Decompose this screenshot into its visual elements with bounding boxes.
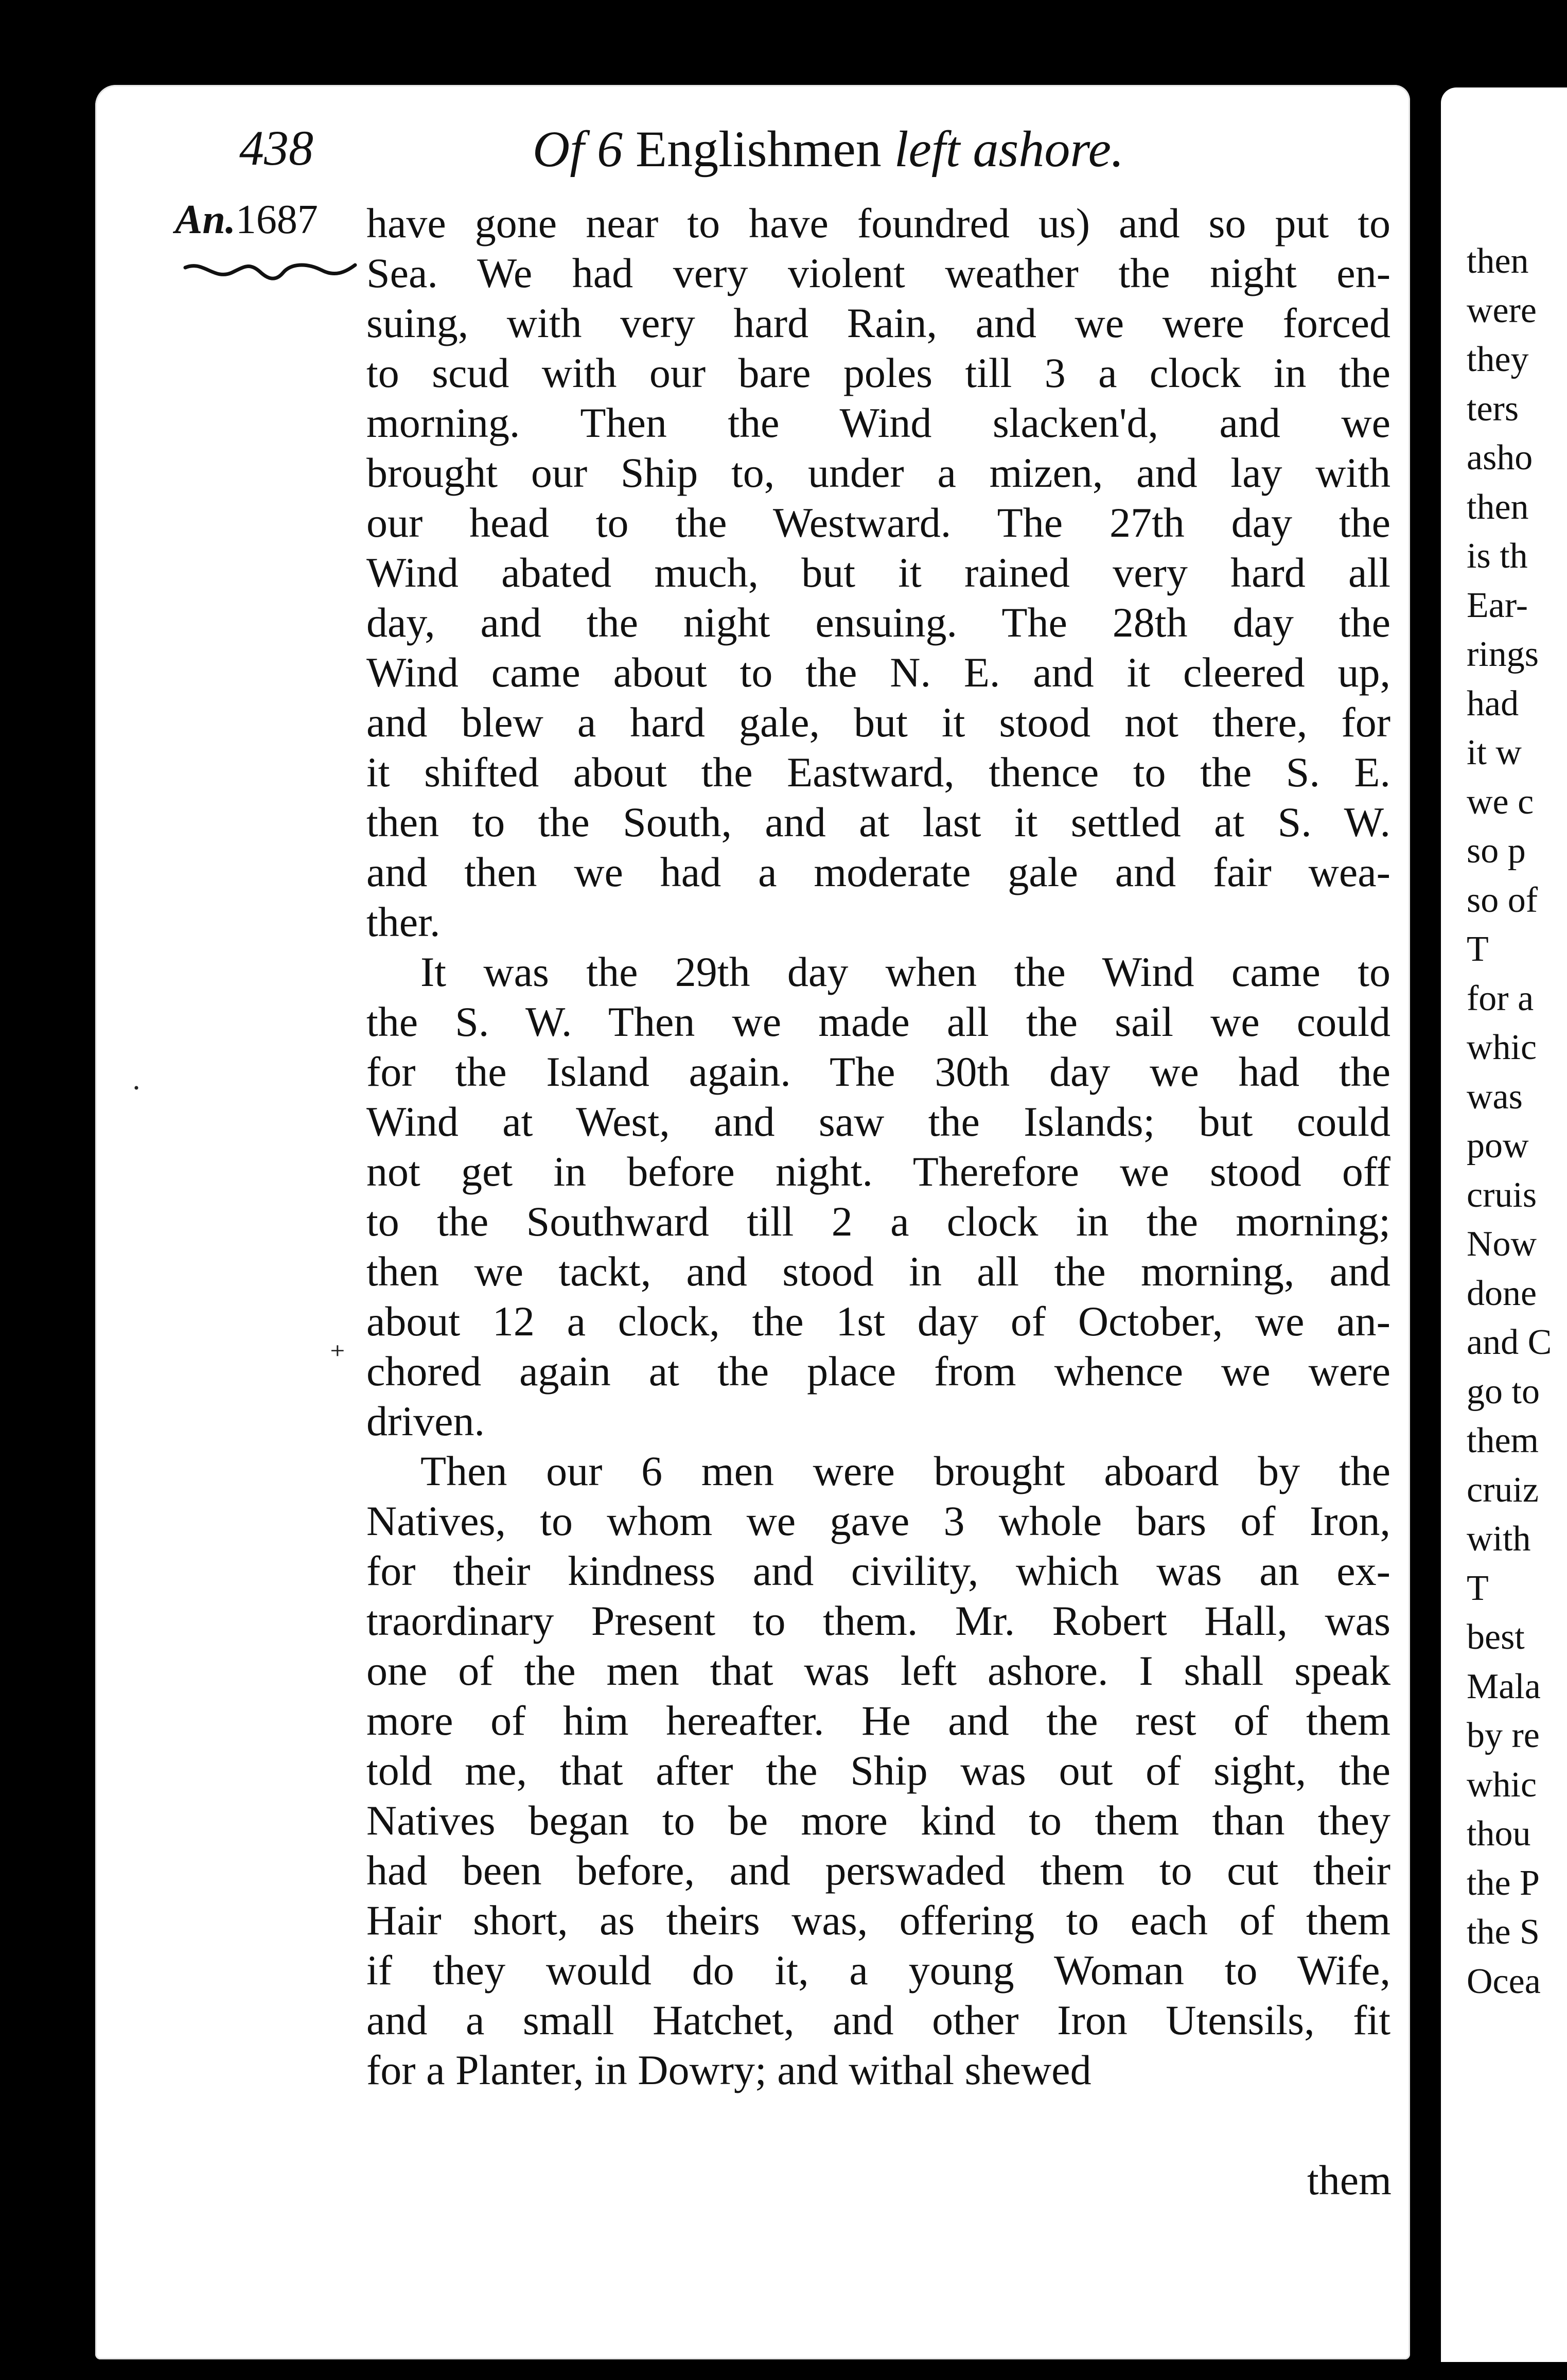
text-line: ther. <box>366 898 441 945</box>
facing-page-fragment: whic <box>1467 1765 1537 1805</box>
margin-speck: ⁺ <box>329 1339 346 1373</box>
facing-page-fragment: for a <box>1467 978 1534 1018</box>
facing-page-fragment: whic <box>1467 1028 1537 1067</box>
paragraph <box>366 947 1390 1446</box>
running-head-suffix: left ashore. <box>894 120 1124 178</box>
text-line: suing, with very hard Rain, and we were forced <box>366 299 1390 346</box>
facing-page-fragment: pow <box>1467 1126 1529 1166</box>
text-line: told me, that after the Ship was out of sight, the <box>366 1747 1390 1794</box>
facing-page-fragment: it w <box>1467 733 1522 772</box>
facing-page-fragment: Ear- <box>1467 585 1528 625</box>
facing-page-fragment: was <box>1467 1077 1523 1117</box>
facing-page-fragment: T <box>1467 929 1489 969</box>
year: 1687 <box>235 197 318 242</box>
text-line: Hair short, as theirs was, offering to each of them <box>366 1897 1390 1944</box>
paragraph <box>366 1446 1390 2095</box>
text-line: have gone near to have foundred us) and so put to <box>366 200 1390 246</box>
text-line: to the Southward till 2 a clock in the morning; <box>366 1198 1390 1245</box>
text-line: one of the men that was left ashore. I shall speak <box>366 1647 1390 1694</box>
text-line: then we tackt, and stood in all the morning, and <box>366 1248 1390 1295</box>
anno-label: An. <box>175 197 236 242</box>
text-line: and then we had a moderate gale and fair wea- <box>366 849 1390 895</box>
text-line: Natives, to whom we gave 3 whole bars of Iron, <box>366 1497 1390 1544</box>
text-line: then to the South, and at last it settled at S. W. <box>366 799 1390 845</box>
facing-page-fragment: rings <box>1467 634 1539 674</box>
text-line: Wind came about to the N. E. and it cleered up, <box>366 649 1390 696</box>
catchword: them <box>1307 2157 1392 2203</box>
facing-page-fragment: Now <box>1467 1224 1537 1264</box>
facing-page-fragment: and C <box>1467 1323 1552 1362</box>
text-line: and blew a hard gale, but it stood not there, for <box>366 699 1390 746</box>
facing-page-fragment: were <box>1467 290 1537 330</box>
text-line: brought our Ship to, under a mizen, and lay with <box>366 449 1390 496</box>
facing-page-fragment: done <box>1467 1273 1537 1313</box>
text-line: It was the 29th day when the Wind came to <box>420 948 1390 995</box>
text-line: driven. <box>366 1398 485 1444</box>
running-head-main: Englishmen <box>636 120 882 178</box>
text-line: traordinary Present to them. Mr. Robert Hall, was <box>366 1597 1390 1644</box>
paragraph <box>366 198 1390 947</box>
facing-page-fragment: Ocea <box>1467 1961 1541 2001</box>
body-text <box>366 198 1390 2095</box>
text-line: to scud with our bare poles till 3 a clock in the <box>366 349 1390 396</box>
facing-page-fragment: we c <box>1467 782 1534 822</box>
text-line: and a small Hatchet, and other Iron Utensils, fit <box>366 1997 1390 2043</box>
facing-page-fragment: the P <box>1467 1863 1540 1903</box>
facing-page-fragment: cruis <box>1467 1175 1537 1215</box>
facing-page-fragment: with <box>1467 1519 1531 1559</box>
facing-page-text-fragments <box>1467 237 1567 2006</box>
text-line: not get in before night. Therefore we stood off <box>366 1148 1390 1195</box>
facing-page-fragment: best <box>1467 1617 1525 1657</box>
text-line: morning. Then the Wind slacken'd, and we <box>366 399 1390 446</box>
facing-page-fragment: had <box>1467 683 1519 724</box>
facing-page-fragment: so p <box>1467 831 1526 871</box>
facing-page-fragment: by re <box>1467 1716 1540 1755</box>
text-line: for their kindness and civility, which was an ex- <box>366 1547 1390 1594</box>
text-line: day, and the night ensuing. The 28th day the <box>366 599 1390 646</box>
facing-page-fragment: T <box>1467 1568 1489 1608</box>
text-line: more of him hereafter. He and the rest of them <box>366 1697 1390 1744</box>
facing-page-fragment: cruiz <box>1467 1470 1539 1510</box>
facing-page-fragment: asho <box>1467 438 1533 478</box>
margin-year-note <box>175 197 318 243</box>
running-head-prefix: Of 6 <box>533 120 623 178</box>
facing-page-fragment: then <box>1467 241 1529 281</box>
facing-page-fragment: they <box>1467 340 1529 379</box>
page-number: 438 <box>239 120 313 175</box>
facing-page-fragment: ters <box>1467 389 1519 429</box>
text-line: our head to the Westward. The 27th day the <box>366 499 1390 546</box>
facing-page-fragment: them <box>1467 1421 1539 1460</box>
text-line: Wind at West, and saw the Islands; but could <box>366 1098 1390 1145</box>
margin-speck: · <box>131 1071 142 1105</box>
text-line: if they would do it, a young Woman to Wife, <box>366 1947 1390 1994</box>
text-line: for a Planter, in Dowry; and withal shewed <box>366 2047 1091 2093</box>
running-head <box>533 119 1124 179</box>
text-line: Wind abated much, but it rained very hard all <box>366 549 1390 596</box>
facing-page-fragment: the S <box>1467 1912 1540 1952</box>
facing-page-fragment: go to <box>1467 1371 1540 1412</box>
text-line: the S. W. Then we made all the sail we could <box>366 998 1390 1045</box>
facing-page-fragment: so of <box>1467 880 1538 920</box>
facing-page-fragment: then <box>1467 487 1529 527</box>
text-line: for the Island again. The 30th day we had the <box>366 1048 1390 1095</box>
text-line: it shifted about the Eastward, thence to the S. E. <box>366 749 1390 796</box>
text-line: Natives began to be more kind to them than they <box>366 1797 1390 1844</box>
page-header <box>239 119 1407 186</box>
facing-page-fragment: thou <box>1467 1814 1531 1854</box>
text-line: had been before, and perswaded them to cut their <box>366 1847 1390 1894</box>
facing-page-fragment: Mala <box>1467 1666 1541 1706</box>
facing-page-fragment: is th <box>1467 536 1528 576</box>
text-line: Sea. We had very violent weather the night en- <box>366 250 1390 296</box>
text-line: about 12 a clock, the 1st day of October, we an- <box>366 1298 1390 1345</box>
text-line: Then our 6 men were brought aboard by the <box>420 1448 1390 1494</box>
ornament-flourish-icon <box>183 257 358 288</box>
text-line: chored again at the place from whence we were <box>366 1348 1390 1395</box>
